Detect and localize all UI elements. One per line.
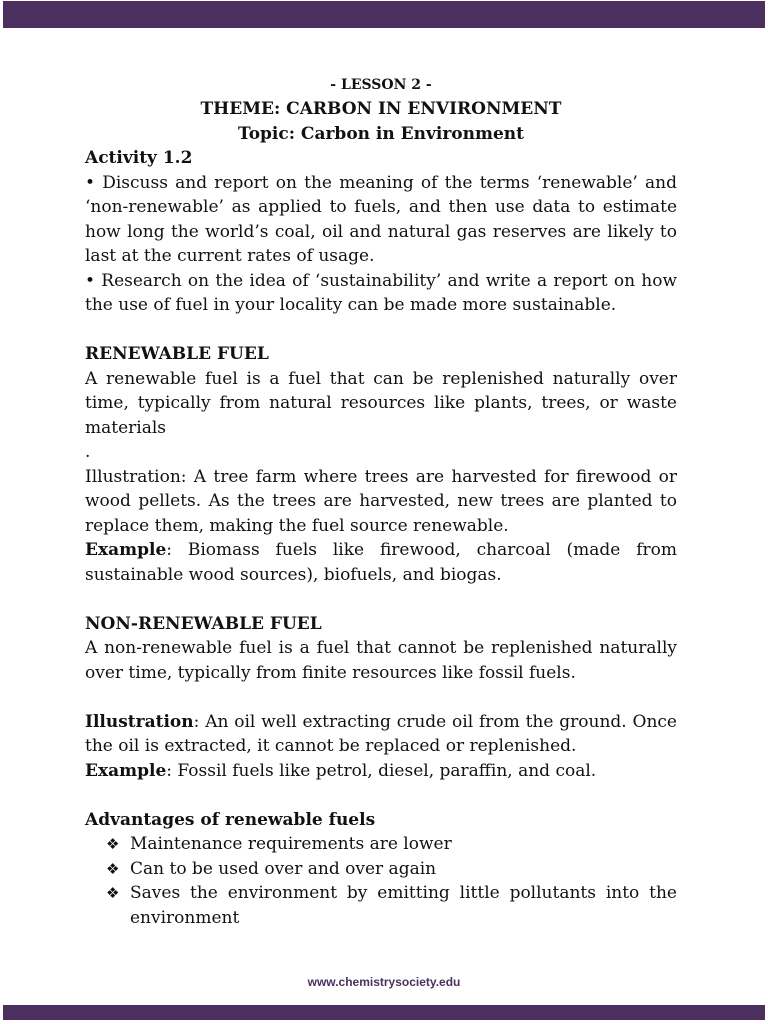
list-item: ❖ Maintenance requirements are lower — [130, 832, 677, 857]
theme-title: THEME: CARBON IN ENVIRONMENT — [200, 99, 562, 119]
activity-point-1: • Discuss and report on the meaning of the terms ‘renewable’ and ‘non-renewable’ as applied to fuels, and then use data to estimate how long the world’s coal, oil and natural gas reserves are likely to last at the current rates of usage. — [85, 172, 677, 266]
lesson-label: - LESSON 2 - — [330, 77, 432, 93]
advantages-list — [85, 832, 677, 930]
topic-title: Topic: Carbon in Environment — [238, 123, 524, 144]
example-label: Example — [85, 540, 167, 560]
nonrenewable-definition: A non-renewable fuel is a fuel that cannot be replenished naturally over time, typically from finite resources like fossil fuels. — [85, 638, 677, 683]
diamond-bullet-icon: ❖ — [106, 835, 120, 853]
renewable-heading: RENEWABLE FUEL — [85, 344, 269, 364]
renewable-illustration: Illustration: A tree farm where trees are harvested for firewood or wood pellets. As the trees are harvested, new trees are planted to replace them, making the fuel source renewable. — [85, 466, 677, 536]
list-item: ❖ Can to be used over and over again — [130, 857, 677, 882]
illustration-label: Illustration — [85, 711, 194, 732]
header-band — [3, 1, 765, 28]
nonrenewable-heading: NON-RENEWABLE FUEL — [85, 613, 322, 634]
stray-dot: . — [85, 442, 91, 462]
renewable-definition: A renewable fuel is a fuel that can be replenished naturally over time, typically from natural resources like plants, trees, or waste materials — [85, 368, 677, 438]
footer-website-link[interactable]: www.chemistrysociety.edu — [307, 975, 461, 989]
advantages-heading: Advantages of renewable fuels — [85, 809, 376, 830]
document-body — [85, 73, 677, 930]
illustration-text: : An oil well extracting crude oil from the ground. Once the oil is extracted, it cannot be replaced or replenished. — [85, 711, 677, 756]
nonrenewable-example — [85, 759, 677, 784]
diamond-bullet-icon: ❖ — [106, 859, 120, 878]
diamond-bullet-icon: ❖ — [106, 884, 120, 902]
footer-band — [3, 1005, 765, 1020]
example-text: : Biomass fuels like firewood, charcoal (made from sustainable wood sources), biofuels, and biogas. — [85, 540, 677, 585]
renewable-example — [85, 538, 677, 587]
example-text: : Fossil fuels like petrol, diesel, paraffin, and coal. — [166, 760, 597, 781]
activity-point-2: • Research on the idea of ‘sustainability’ and write a report on how the use of fuel in your locality can be made more sustainable. — [85, 270, 677, 315]
list-item: ❖ Saves the environment by emitting little pollutants into the environment — [106, 883, 677, 928]
example-label: Example — [85, 760, 167, 781]
nonrenewable-illustration — [85, 710, 677, 759]
activity-heading: Activity 1.2 — [85, 148, 193, 168]
